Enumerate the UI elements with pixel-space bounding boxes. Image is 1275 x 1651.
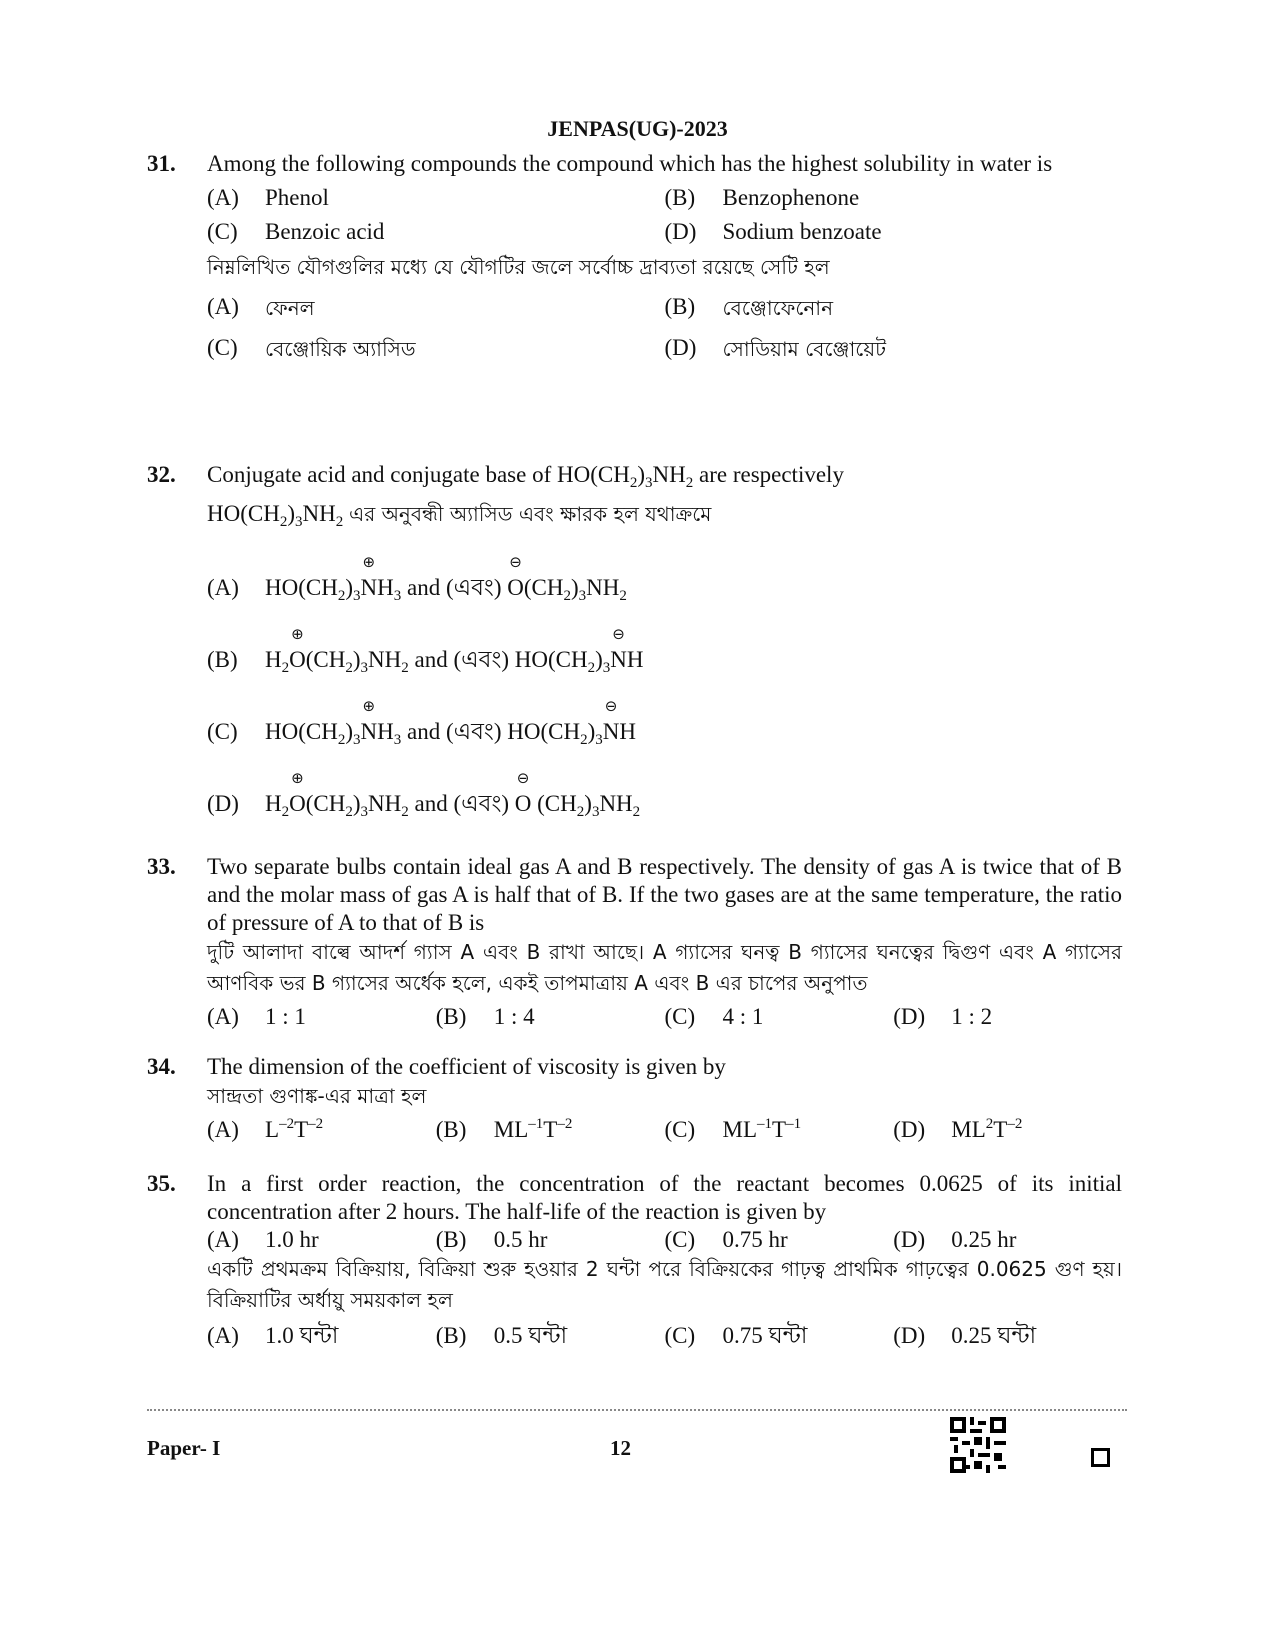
option-c-bn: (C) 0.75 ঘন্টা (664, 1323, 808, 1348)
square-marker-icon (1091, 1448, 1110, 1467)
paper-label: Paper- I (147, 1436, 221, 1460)
option-a: (A) 1.0 hr (207, 1227, 319, 1252)
question-35 (147, 1170, 1122, 1350)
option-a: (A) Phenol (207, 185, 329, 210)
option-d: (D) Sodium benzoate (664, 219, 882, 244)
option-b: (B) 0.5 hr (435, 1227, 548, 1252)
question-33 (147, 853, 1122, 1031)
question-number: 33. (147, 854, 176, 879)
option-c-bn: (C) বেঞ্জোয়িক অ্যাসিড (207, 335, 416, 361)
option-b: (B) $H_2O$ ⊕ $(CH_2)_3NH_2$ and (এবং) $HO(CH_2)_3N$ ⊖ H (207, 625, 644, 676)
question-number: 35. (147, 1171, 176, 1196)
question-text-bn: সান্দ্রতা গুণাঙ্ক-এর মাত্রা হল (207, 1084, 427, 1108)
question-text-en: Two separate bulbs contain ideal gas A and B respectively. The density of gas A is twice that of B and the molar mass of gas A is half that of B. If the two gases are at the same temperature, the ratio of pressure of A to that of B is (207, 854, 1122, 935)
option-b: (B) 1 : 4 (435, 1004, 535, 1029)
option-c: (C) 0.75 hr (664, 1227, 788, 1252)
option-b-bn: (B) 0.5 ঘন্টা (435, 1323, 568, 1348)
option-c: (C) 4 : 1 (664, 1004, 764, 1029)
question-text-en: Conjugate acid and conjugate base of $HO(CH_2)_3NH_2$ are respectively (207, 462, 844, 491)
question-32 (147, 461, 1122, 818)
question-text-en: The dimension of the coefficient of viscosity is given by (207, 1054, 726, 1079)
option-c: (C) $ML^{-1}T^{-1}$ (664, 1116, 802, 1142)
option-d-bn: (D) 0.25 ঘন্টা (893, 1323, 1037, 1348)
option-b-bn: (B) বেঞ্জোফেনোন (664, 294, 834, 320)
question-34 (147, 1053, 1122, 1144)
option-c: (C) Benzoic acid (207, 219, 385, 244)
option-d: (D) 1 : 2 (893, 1004, 993, 1029)
option-d: (D) $H_2O$ ⊕ $(CH_2)_3NH_2$ and (এবং) O ⊖ $(CH_2)_3NH_2$ (207, 769, 641, 820)
question-number: 34. (147, 1054, 176, 1079)
page-number: 12 (610, 1436, 631, 1460)
question-31 (147, 150, 1122, 365)
question-number: 32. (147, 462, 176, 487)
qr-code-icon (950, 1417, 1006, 1473)
question-text-bn: $HO(CH_2)_3NH_2$ এর অনুবন্ধী অ্যাসিড এবং ক্ষারক হল যথাক্রমে (207, 501, 712, 530)
question-text-en: Among the following compounds the compound which has the highest solubility in water is (207, 151, 1053, 176)
option-d: (D) 0.25 hr (893, 1227, 1017, 1252)
option-a: (A) $HO(CH_2)_3N$ ⊕ $H_3$ and (এবং) O ⊖ $(CH_2)_3NH_2$ (207, 553, 627, 604)
question-text-en: In a first order reaction, the concentration of the reactant becomes 0.0625 of its initial concentration after 2 hours. The half-life of the reaction is given by (207, 1171, 1122, 1224)
question-text-bn: দুটি আলাদা বাল্বে আদর্শ গ্যাস A এবং B রাখা আছে। A গ্যাসের ঘনত্ব B গ্যাসের ঘনত্বের দ্বিগুণ এবং A গ্যাসের আণবিক ভর B গ্যাসের অর্ধেক হলে, একই তাপমাত্রায় A এবং B এর চাপের অনুপাত (207, 940, 1122, 995)
confidential-divider (147, 1409, 1127, 1411)
question-text-bn: নিম্নলিখিত যৌগগুলির মধ্যে যে যৌগটির জলে সর্বোচ্চ দ্রাব্যতা রয়েছে সেটি হল (207, 255, 830, 279)
option-b: (B) $ML^{-1}T^{-2}$ (435, 1116, 573, 1142)
page-header-title: JENPAS(UG)-2023 (547, 116, 728, 141)
option-a: (A) 1 : 1 (207, 1004, 306, 1029)
option-a-bn: (A) 1.0 ঘন্টা (207, 1323, 339, 1348)
question-text-bn: একটি প্রথমক্রম বিক্রিয়ায়, বিক্রিয়া শুরু হওয়ার 2 ঘন্টা পরে বিক্রিয়কের গাঢ়ত্ব প্রাথমিক গাঢ়ত্বের 0.0625 গুণ হয়। বিক্রিয়াটির অর্ধায়ু সময়কাল হল (207, 1257, 1122, 1312)
option-b: (B) Benzophenone (664, 185, 860, 210)
option-d-bn: (D) সোডিয়াম বেঞ্জোয়েট (664, 335, 886, 361)
option-a: (A) $L^{-2}T^{-2}$ (207, 1116, 324, 1142)
option-d: (D) $ML^2T^{-2}$ (893, 1116, 1023, 1142)
question-number: 31. (147, 151, 176, 176)
option-c: (C) $HO(CH_2)_3N$ ⊕ $H_3$ and (এবং) $HO(CH_2)_3N$ ⊖ H (207, 697, 637, 748)
option-a-bn: (A) ফেনল (207, 294, 315, 320)
